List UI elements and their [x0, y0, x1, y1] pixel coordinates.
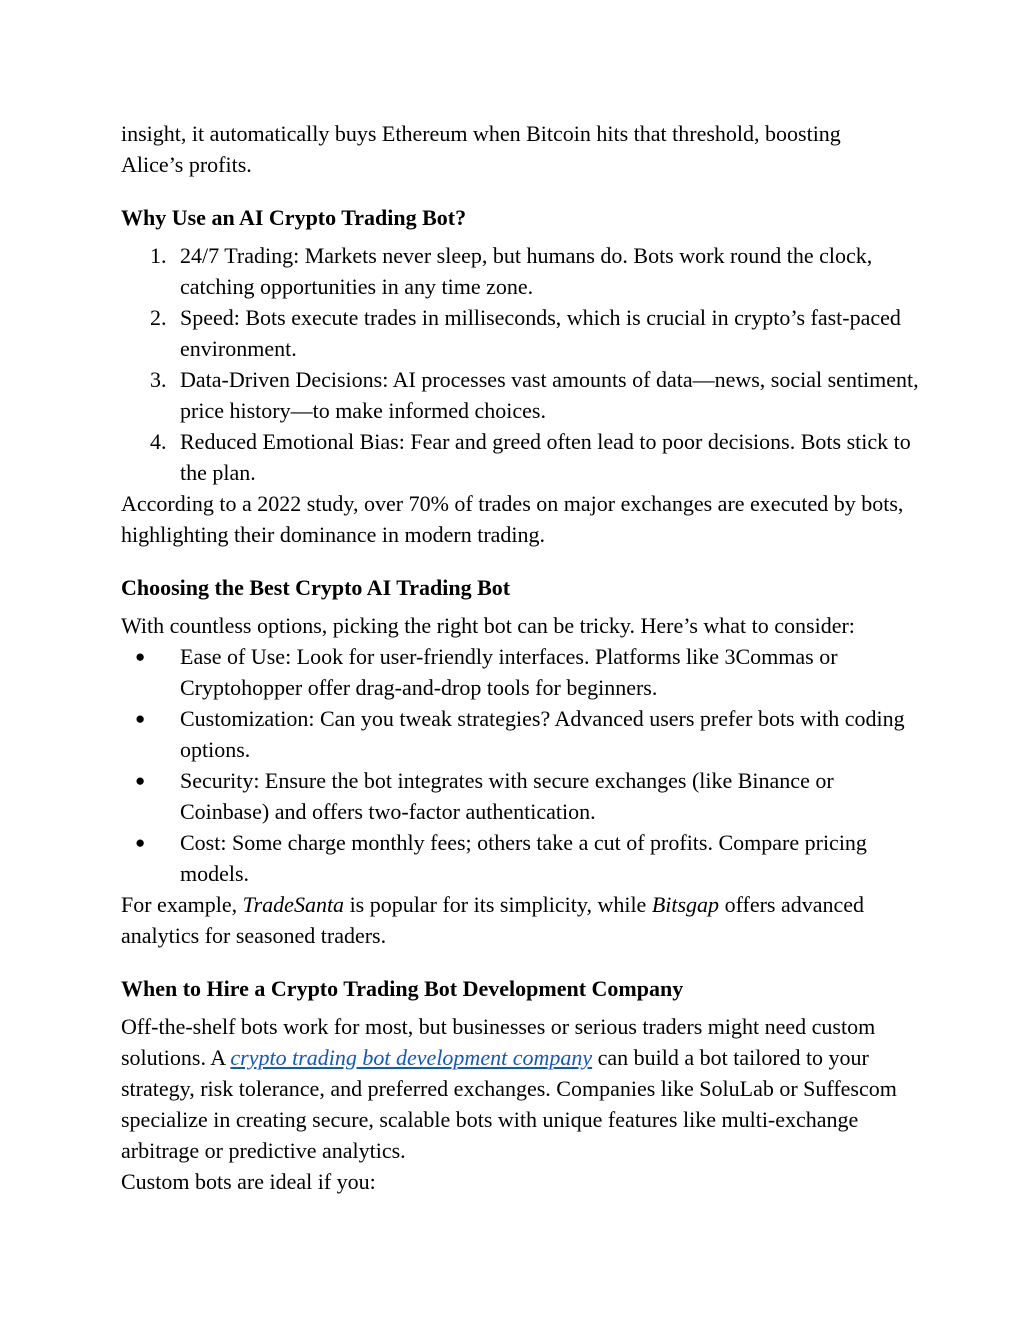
bullet-icon: ● — [135, 647, 146, 666]
list-item — [121, 240, 921, 302]
hire-heading: When to Hire a Crypto Trading Bot Development Company — [121, 976, 684, 1001]
list-item-text: Ease of Use: Look for user-friendly interfaces. Platforms like 3Commas or Cryptohopper offer drag-and-drop tools for beginners. — [180, 644, 838, 700]
list-marker: 4. — [150, 429, 167, 454]
list-marker: 2. — [150, 305, 167, 330]
hire-text: can build a bot tailored to your strategy, risk tolerance, and preferred exchanges. Companies like SoluLab or Suffescom specialize in creating secure, scalable bots with unique features like multi-exchange arbitrage or predictive analytics. — [121, 1045, 897, 1163]
document-page — [121, 118, 921, 1197]
list-item — [121, 765, 921, 827]
intro-line-2: Alice’s profits. — [121, 152, 252, 177]
tradesanta-name: TradeSanta — [242, 892, 345, 917]
example-text: offers advanced analytics for seasoned traders. — [121, 892, 865, 948]
why-closing-paragraph: According to a 2022 study, over 70% of trades on major exchanges are executed by bots, highlighting their dominance in modern trading. — [121, 491, 904, 547]
intro-paragraph — [121, 118, 921, 180]
list-item-text: Data-Driven Decisions: AI processes vast amounts of data—news, social sentiment, price history—to make informed choices. — [180, 367, 919, 423]
hire-closing-paragraph: Custom bots are ideal if you: — [121, 1169, 376, 1194]
list-item-text: Security: Ensure the bot integrates with secure exchanges (like Binance or Coinbase) and offers two-factor authentication. — [180, 768, 834, 824]
list-item-text: Reduced Emotional Bias: Fear and greed often lead to poor decisions. Bots stick to the plan. — [180, 429, 911, 485]
list-item — [121, 703, 921, 765]
bullet-icon: ● — [135, 833, 146, 852]
bitsgap-name: Bitsgap — [651, 892, 720, 917]
example-text: is popular for its simplicity, while — [344, 892, 652, 917]
list-item — [121, 827, 921, 889]
choosing-intro-paragraph: With countless options, picking the right bot can be tricky. Here’s what to consider: — [121, 613, 855, 638]
why-heading: Why Use an AI Crypto Trading Bot? — [121, 205, 467, 230]
choosing-list — [121, 641, 921, 889]
list-marker: 3. — [150, 367, 167, 392]
hire-paragraph — [121, 1011, 921, 1166]
choosing-heading: Choosing the Best Crypto AI Trading Bot — [121, 575, 511, 600]
list-item — [121, 302, 921, 364]
list-item-text: 24/7 Trading: Markets never sleep, but humans do. Bots work round the clock, catching opportunities in any time zone. — [180, 243, 873, 299]
bullet-icon: ● — [135, 771, 146, 790]
list-marker: 1. — [150, 243, 167, 268]
bullet-icon: ● — [135, 709, 146, 728]
development-company-link[interactable]: crypto trading bot development company — [230, 1045, 593, 1070]
list-item-text: Cost: Some charge monthly fees; others take a cut of profits. Compare pricing models. — [180, 830, 867, 886]
example-text: For example, — [121, 892, 243, 917]
list-item — [121, 364, 921, 426]
list-item — [121, 641, 921, 703]
list-item-text: Customization: Can you tweak strategies? Advanced users prefer bots with coding options. — [180, 706, 905, 762]
intro-line-1: insight, it automatically buys Ethereum when Bitcoin hits that threshold, boosting — [121, 121, 841, 146]
list-item-text: Speed: Bots execute trades in milliseconds, which is crucial in crypto’s fast-paced environment. — [180, 305, 901, 361]
why-list — [121, 240, 921, 488]
example-paragraph — [121, 889, 921, 951]
hire-text: Off-the-shelf bots work for most, but businesses or serious traders might need custom solutions. A — [121, 1014, 876, 1070]
list-item — [121, 426, 921, 488]
